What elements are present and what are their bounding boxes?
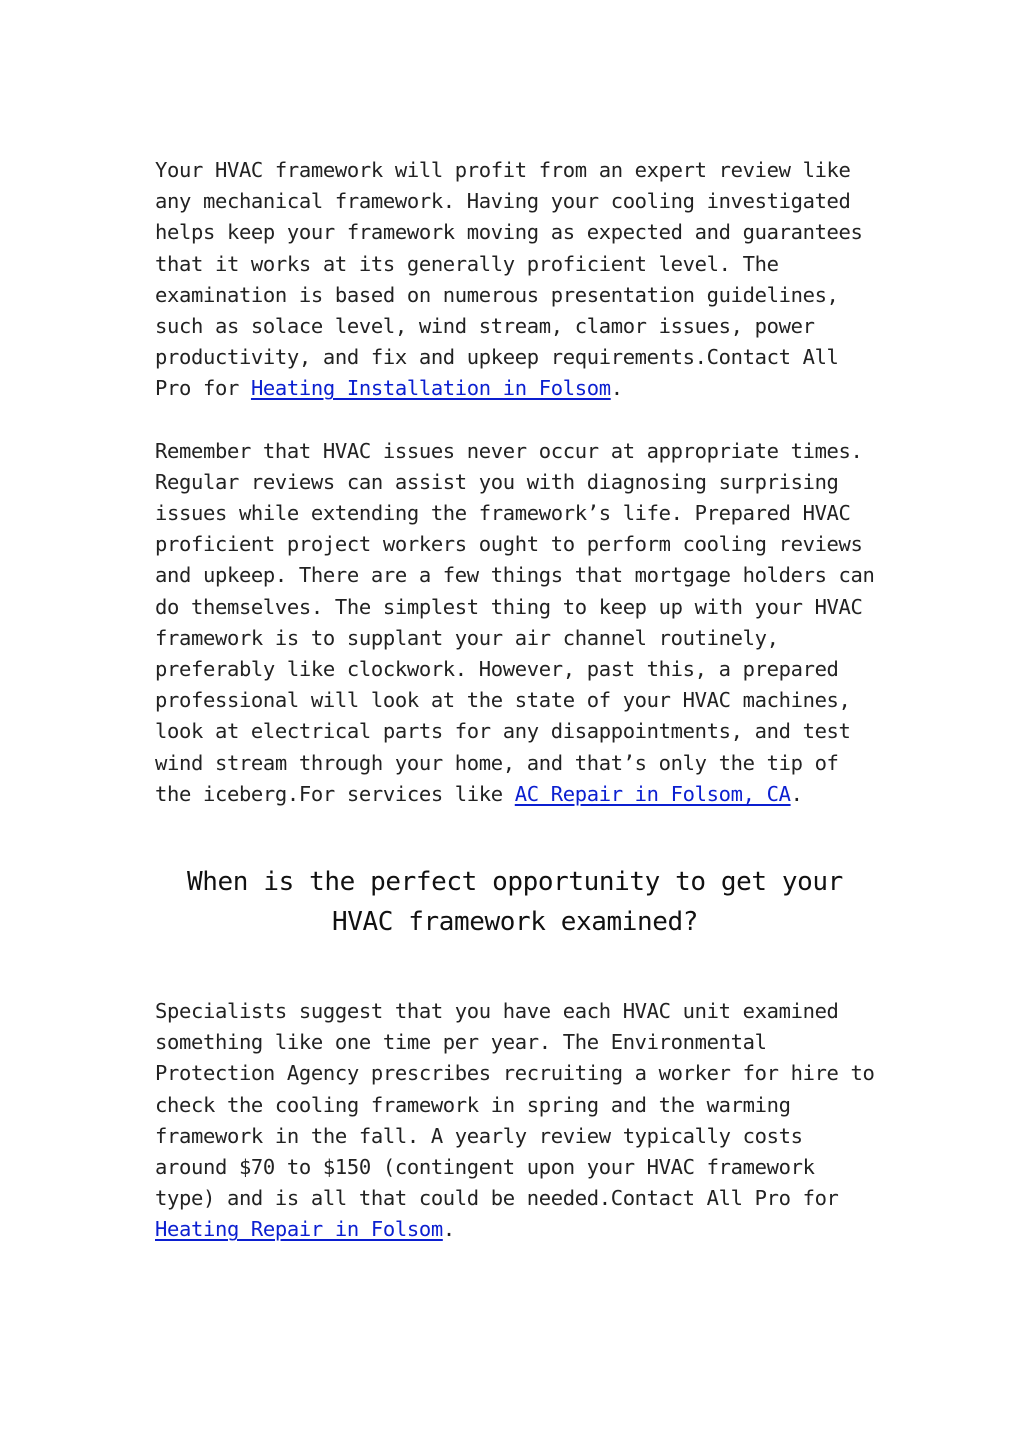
section-heading: When is the perfect opportunity to get your HVAC framework examined?	[187, 867, 843, 938]
paragraph-end: .	[610, 376, 623, 401]
paragraph-intro	[155, 155, 875, 405]
link-ac-repair[interactable]: AC Repair in Folsom, CA	[514, 781, 791, 806]
paragraph-schedule	[155, 996, 875, 1246]
link-heating-installation[interactable]: Heating Installation in Folsom	[250, 376, 611, 401]
paragraph-end: .	[790, 781, 803, 806]
paragraph-text: Specialists suggest that you have each HVAC unit examined something like one time per year. The Environmental Protection Agency prescribes recruiting a worker for hire to check the cooling framework in spring and the warming framework in the fall. A yearly review typically costs around $70 to $150 (contingent upon your HVAC framework type) and is all that could be needed.Contact All Pro for	[155, 999, 875, 1211]
paragraph-text: Your HVAC framework will profit from an expert review like any mechanical framework. Having your cooling investigated helps keep your framework moving as expected and guarantees that it works at its generally proficient level. The examination is based on numerous presentation guidelines, such as solace level, wind stream, clamor issues, power productivity, and fix and upkeep requirements.Contact All Pro for	[155, 158, 863, 401]
paragraph-end: .	[442, 1217, 455, 1242]
link-heating-repair[interactable]: Heating Repair in Folsom	[155, 1217, 443, 1242]
document-body	[155, 155, 875, 1246]
paragraph-text: Remember that HVAC issues never occur at appropriate times. Regular reviews can assist you with diagnosing surprising issues while extending the framework’s life. Prepared HVAC proficient project workers ought to perform cooling reviews and upkeep. There are a few things that mortgage holders can do themselves. The simplest thing to keep up with your HVAC framework is to supplant your air channel routinely, preferably like clockwork. However, past this, a prepared professional will look at the state of your HVAC machines, look at electrical parts for any disappointments, and test wind stream through your home, and that’s only the tip of the iceberg.For services like	[155, 438, 875, 806]
paragraph-reviews	[155, 436, 875, 810]
